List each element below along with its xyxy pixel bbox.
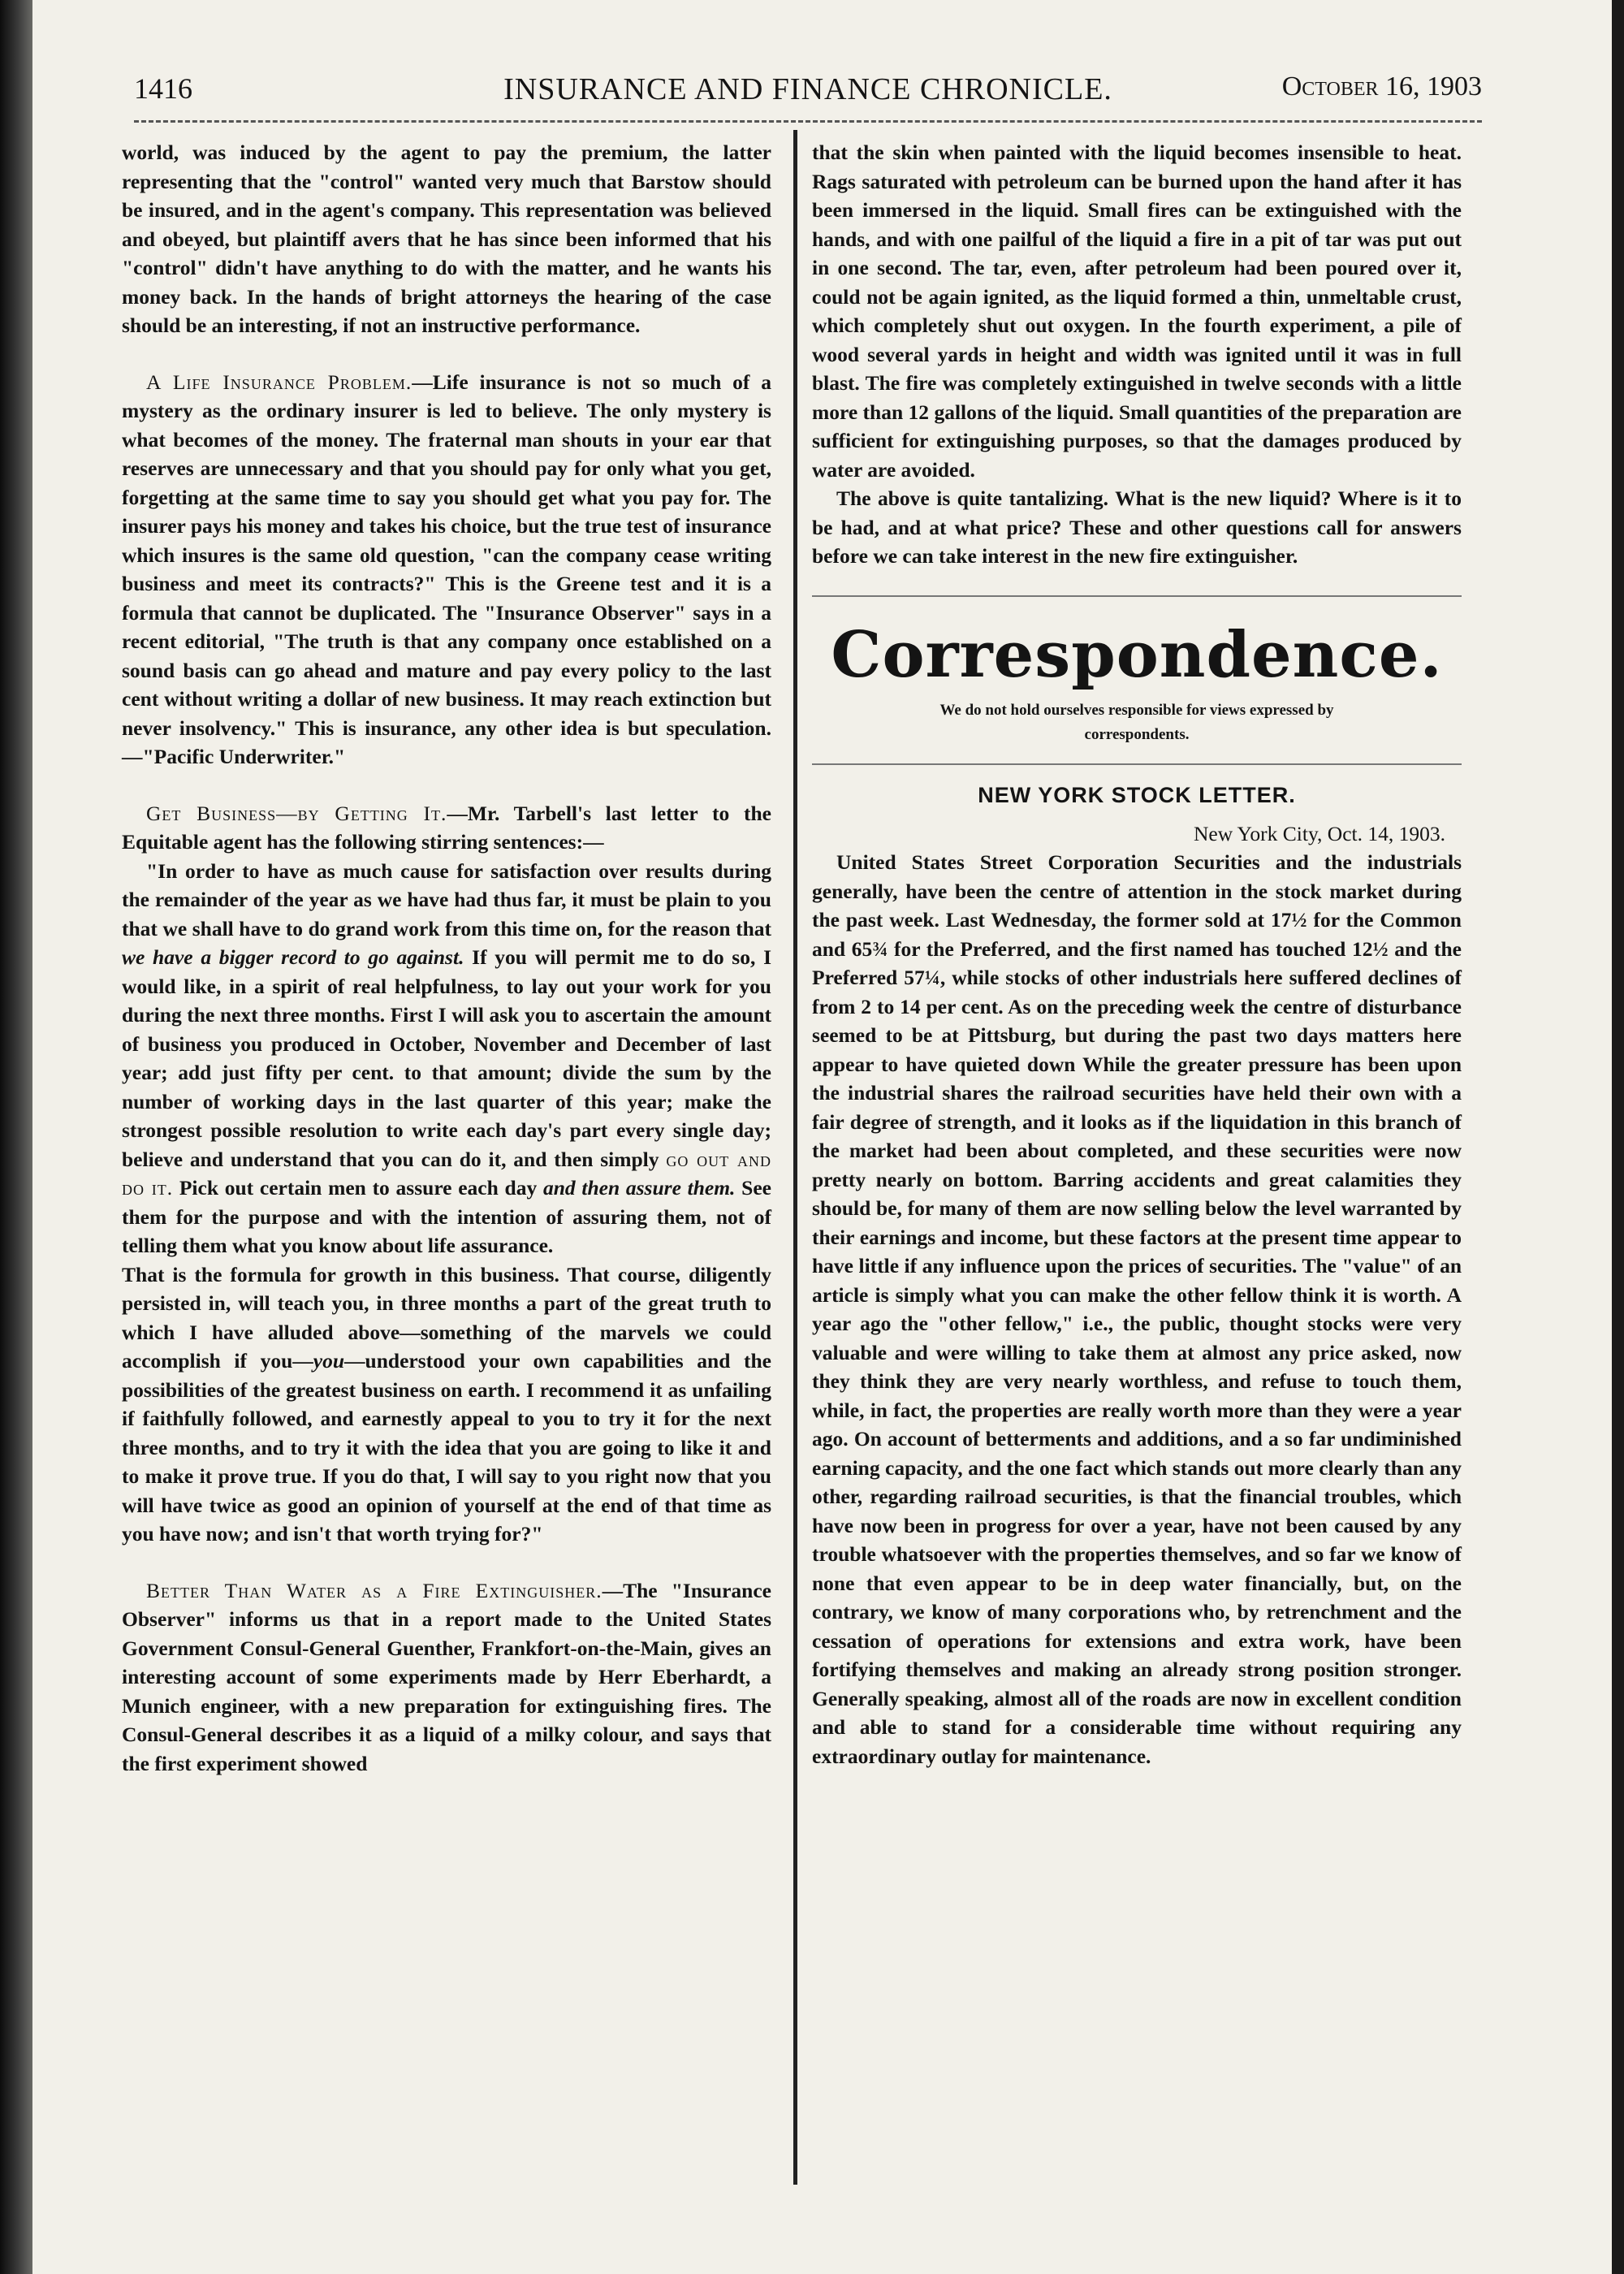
- quote-text: "In order to have as much cause for satisfaction over results during the remainder of the year as we have had thus far, it must be plain to you that we shall have to do grand work from this time on, for the reason that: [122, 858, 771, 940]
- page-header: [134, 71, 1482, 120]
- quote-text: Pick out certain men to assure each day: [173, 1176, 543, 1200]
- stock-letter-body: United States Street Corporation Securities and the industrials generally, have been the centre of attention in the stock market during the past week. Last Wednesday, the former sold at 17½ for the Common and 65¾ for the Preferred, and the first named has touched 12½ and the Preferred 57¼, while stocks of other industrials here suffered declines of from 2 to 14 per cent. As on the preceding week the centre of disturbance seemed to be at Pittsburg, but during the past two days matters here appear to have quieted down While the greater pressure has been upon the industrial shares the railroad securities have held their own with a fair degree of strength, and it looks as if the liquidation in this branch of the market had been about completed, and these securities were now pretty nearly on bottom. Barring accidents and great calamities they should be, for many of them are now selling below the level warranted by their earnings and income, but these factors at the present time appear to have little if any influence upon the prices of securities. The "value" of an article is simply what you can make the other fellow think it is worth. A year ago the "other fellow," i.e., the public, thought stocks were very valuable and were willing to take them at almost any price asked, now they think they are very nearly worthless, and refuse to touch them, while, in fact, the properties are really worth more than they were a year ago. On account of betterments and additions, and a so far undiminished earning capacity, and the one fact which stands out more clearly than any other, regarding railroad securities, is that the financial troubles, which have now been in progress for over a year, have not been caused by any trouble whatsoever with the properties themselves, and so far we know of none that even appear to be in deep water financially, but, on the contrary, we know of many corporations who, by retrenchment and the cessation of operations for extensions and extra work, have been fortifying themselves and making an already strong position stronger. Generally speaking, almost all of the roads are now in excellent condition and able to stand for a considerable time without requiring any extraordinary outlay for maintenance.: [812, 850, 1462, 1768]
- disclaimer-line-2: correspondents.: [1084, 725, 1190, 743]
- quote-emphasis: we have a bigger record to go against.: [122, 945, 464, 969]
- section-body: —Life insurance is not so much of a mystery as the ordinary insurer is led to believe. The only mystery is what becomes of the money. The fraternal man shouts in your ear that reserves are unnecessary and that you should pay for only what you get, forgetting at the same time to say you should get what you pay for. The insurer pays his money and takes his choice, but the true test of insurance which insures is the same old question, "can the company cease writing business and meet its contracts?" This is the Greene test and it is a formula that cannot be duplicated. The "Insurance Observer" says in a recent editorial, "The truth is that any company once established on a sound basis can go ahead and mature and pay every policy to the last cent without writing a dollar of new business. It may reach extinction but never insolvency." This is insurance, any other idea is but speculation.—"Pacific Underwriter.": [122, 370, 771, 768]
- header-rule: [134, 120, 1482, 123]
- quoted-letter-paragraph-1: [122, 857, 771, 1260]
- section-rule: [812, 595, 1462, 597]
- stock-letter-dateline: New York City, Oct. 14, 1903.: [1193, 821, 1445, 845]
- section-rule: [812, 763, 1462, 765]
- quote-text: See them for the purpose and with the intention of assuring them, not of telling them what you know about life assurance.: [122, 1176, 771, 1257]
- article-fire-extinguisher: [122, 1576, 771, 1779]
- article-get-business: [122, 799, 771, 857]
- issue-date: October 16, 1903: [1281, 71, 1482, 102]
- fire-extinguisher-comment: The above is quite tantalizing. What is the new liquid? Where is it to be had, and at what price? These and other questions call for answers before we can take interest in the new fire extinguisher.: [812, 486, 1462, 568]
- quote-small-caps: go out and do it.: [122, 1147, 771, 1200]
- quote-emphasis: and then assure them.: [542, 1176, 736, 1200]
- quoted-letter-paragraph-2: [122, 1260, 771, 1549]
- article-continuation: world, was induced by the agent to pay the premium, the latter representing that the "control" wanted very much that Barstow should be insured, and in the agent's company. This representation was believed and obeyed, but plaintiff avers that he has since been informed that his "control" didn't have anything to do with the matter, and he wants his money back. In the hands of bright attorneys the hearing of the case should be an interesting, if not an instructive performance.: [122, 141, 771, 337]
- column-divider: [793, 130, 797, 2185]
- section-body: —The "Insurance Observer" informs us that in a report made to the United States Government Consul-General Guenther, Frankfort-on-the-Main, gives an interesting account of some experiments made by Herr Eberhardt, a Munich engineer, with a new preparation for extinguishing fires. The Consul-General describes it as a liquid of a milky colour, and says that the first experiment showed: [122, 1578, 771, 1775]
- disclaimer-line-1: We do not hold ourselves responsible for views expressed by: [939, 701, 1334, 719]
- page-binding-edge: [0, 0, 32, 2274]
- correspondence-heading: Correspondence.: [831, 617, 1443, 692]
- right-column: [812, 138, 1462, 1770]
- section-heading: A Life Insurance Problem.: [146, 370, 412, 394]
- quote-text: That is the formula for growth in this business. That course, diligently persisted in, will teach you, in three months a part of the great truth to which I have alluded above—something of the marvels we could accomplish if you—: [122, 1262, 771, 1373]
- section-heading: Better Than Water as a Fire Extinguisher.: [146, 1578, 603, 1602]
- quote-text: —understood your own capabilities and the possibilities of the greatest business on earth. I recommend it as unfailing if faithfully followed, and earnestly appeal to you to try it for the next three months, and to try it with the idea that you are going to like it and to make it prove true. If you do that, I will say to you right now that you will have twice as good an opinion of yourself at the end of that time as you have now; and isn't that worth trying for?": [122, 1349, 772, 1546]
- publication-title: INSURANCE AND FINANCE CHRONICLE.: [503, 72, 1112, 106]
- quote-emphasis: you: [313, 1349, 345, 1373]
- stock-letter-title: NEW YORK STOCK LETTER.: [978, 782, 1296, 807]
- quote-text: If you will permit me to do so, I would like, in a spirit of real helpfulness, to lay out your work for you during the next three months. First I will ask you to ascertain the amount of business you produced in October, November and December of last year; add just fifty per cent. to that amount; divide the sum by the number of working days in the last quarter of this year; make the strongest possible resolution to write each day's part every single day; believe and understand that you can do it, and then simply: [122, 945, 771, 1171]
- article-life-insurance-problem: [122, 368, 771, 772]
- left-column: [122, 138, 771, 1778]
- page-number: 1416: [134, 72, 192, 105]
- section-body: —Mr. Tarbell's last letter to the Equitable agent has the following stirring sentences:—: [122, 801, 771, 854]
- correspondence-disclaimer: [812, 698, 1462, 747]
- fire-extinguisher-continuation: that the skin when painted with the liquid becomes insensible to heat. Rags saturated with petroleum can be burned upon the hand after it has been immersed in the liquid. Small fires can be extinguished with the hands, and with one pailful of the liquid a fire in a pit of tar was put out in one second. The tar, even, after petroleum had been poured over it, could not be again ignited, as the liquid formed a thin, unmeltable crust, which completely shut out oxygen. In the fourth experiment, a pile of wood several yards in height and width was ignited until it was in full blast. The fire was completely extinguished in twelve seconds with a little more than 12 gallons of the liquid. Small quantities of the preparation are sufficient for extinguishing purposes, so that the damages produced by water are avoided.: [812, 141, 1462, 482]
- section-heading: Get Business—by Getting It.: [146, 801, 447, 825]
